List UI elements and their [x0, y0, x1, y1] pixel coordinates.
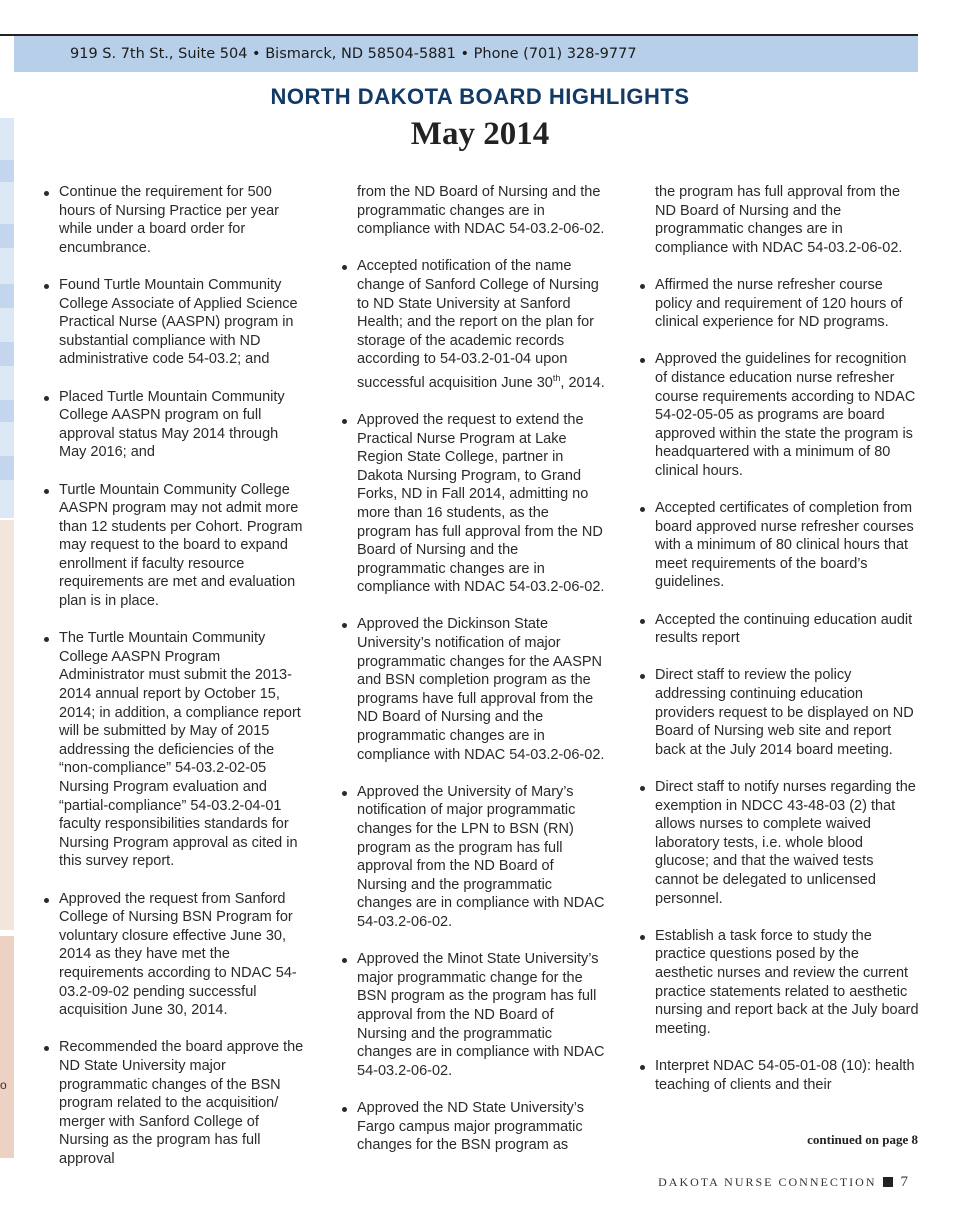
side-strip-block — [0, 456, 14, 480]
edge-glyph: o — [0, 1078, 7, 1092]
list-item — [338, 257, 606, 392]
list-item: Direct staff to review the policy addressing continuing education providers request to be displayed on ND Board of Nursing web site and report back at the July 2014 board meeting. — [636, 666, 920, 759]
list-item: Continue the requirement for 500 hours of Nursing Practice per year while under a board order for encumbrance. — [40, 183, 308, 257]
publication-name: DAKOTA NURSE CONNECTION — [658, 1175, 877, 1189]
list-item: Approved the Dickinson State University’s notification of major programmatic changes for the AASPN and BSN completion program as the programs have full approval from the ND Board of Nursing and the programmatic changes are in compliance with NDAC 54-03.2-06-02. — [338, 615, 606, 764]
side-strip-peach — [0, 520, 14, 930]
highlights-list-2 — [338, 257, 606, 1154]
continued-note: continued on page 8 — [807, 1132, 918, 1147]
superscript: th — [552, 372, 561, 383]
side-strip-block — [0, 284, 14, 308]
list-item: Recommended the board approve the ND State University major programmatic changes of the BSN program related to the acquisition/ merger with Sanford College of Nursing as the program has full approval — [40, 1038, 308, 1168]
list-item: Approved the guidelines for recognition of distance education nurse refresher course requirements according to NDAC 54-02-05-05 as programs are board approved within the state the program is headquartered with a minimum of 80 clinical hours. — [636, 350, 920, 480]
continued-text: from the ND Board of Nursing and the programmatic changes are in compliance with NDAC 54-03.2-06-02. — [357, 184, 605, 238]
list-item: Accepted certificates of completion from board approved nurse refresher courses with a minimum of 80 clinical hours that meet requirements of the board’s guidelines. — [636, 499, 920, 592]
list-item: Approved the Minot State University’s major programmatic change for the BSN program as the program has full approval from the ND Board of Nursing and the programmatic changes are in compliance with NDAC 54-03.2-06-02. — [338, 950, 606, 1080]
page-footer — [658, 1174, 908, 1191]
list-item: Direct staff to notify nurses regarding the exemption in NDCC 43-48-03 (2) that allows nurses to complete waived laboratory tests, i.e. whole blood glucose; and that the waived tests cannot be delegated to unlicensed personnel. — [636, 778, 920, 908]
square-icon — [883, 1177, 893, 1187]
column-1 — [40, 183, 308, 1187]
side-strip-block — [0, 342, 14, 366]
list-item-text: Accepted notification of the name change of Sanford College of Nursing to ND State University at Sanford Health; and the report on the plan for storage of the academic records according to 54-03.2-01-04 upon successful acquisition June 30 — [357, 258, 599, 391]
list-item: Approved the request from Sanford College of Nursing BSN Program for voluntary closure effective June 30, 2014 as they have met the requirements according to NDAC 54-03.2-09-02 pending successful acquisition June 30, 2014. — [40, 890, 308, 1020]
list-item: Accepted the continuing education audit results report — [636, 611, 920, 648]
list-item: Affirmed the nurse refresher course policy and requirement of 120 hours of clinical experience for ND programs. — [636, 276, 920, 332]
side-strip-block — [0, 160, 14, 182]
side-strip-rose — [0, 936, 14, 1158]
highlights-list-3 — [636, 276, 920, 1094]
page-title: NORTH DAKOTA BOARD HIGHLIGHTS — [270, 84, 690, 109]
column-2 — [338, 183, 606, 1173]
continued-text: the program has full approval from the ND Board of Nursing and the programmatic changes are in compliance with NDAC 54-03.2-06-02. — [655, 184, 903, 256]
list-item: Turtle Mountain Community College AASPN program may not admit more than 12 students per Cohort. Program may request to the board to expand enrollment if faculty resource requirements are met and evaluation plan is in place. — [40, 481, 308, 611]
page-date: May 2014 — [410, 116, 550, 152]
list-item: Placed Turtle Mountain Community College AASPN program on full approval status May 2014 through May 2016; and — [40, 388, 308, 462]
side-strip-block — [0, 224, 14, 248]
list-item: Interpret NDAC 54-05-01-08 (10): health teaching of clients and their — [636, 1057, 920, 1094]
address-band: 919 S. 7th St., Suite 504 • Bismarck, ND 58504-5881 • Phone (701) 328-9777 — [14, 36, 918, 72]
list-item: The Turtle Mountain Community College AASPN Program Administrator must submit the 2013-2014 annual report by October 15, 2014; in addition, a compliance report will be submitted by May of 2015 addressing the deficiencies of the “non-compliance” 54-03.2-02-05 Nursing Program evaluation and “partial-compliance” 54-03.2-04-01 faculty responsibilities standards for Nursing Program approval as cited in this survey report. — [40, 629, 308, 871]
list-item: Approved the University of Mary’s notification of major programmatic changes for the LPN to BSN (RN) program as the program has full approval from the ND Board of Nursing and the programmatic changes are in compliance with NDAC 54-03.2-06-02. — [338, 783, 606, 932]
list-item: Found Turtle Mountain Community College Associate of Applied Science Practical Nurse (AASPN) program in substantial compliance with ND administrative code 54-03.2; and — [40, 276, 308, 369]
list-item: Approved the ND State University’s Fargo campus major programmatic changes for the BSN program as — [338, 1099, 606, 1155]
list-item: Establish a task force to study the practice questions posed by the aesthetic nurses and review the current practice statements related to aesthetic nursing and report back at the July board meeting. — [636, 927, 920, 1039]
highlights-list-1 — [40, 183, 308, 1168]
side-strip-block — [0, 400, 14, 422]
list-item: Approved the request to extend the Practical Nurse Program at Lake Region State College, partner in Dakota Nursing Program, to Grand Forks, ND in Fall 2014, admitting no more than 16 students, as the program has full approval from the ND Board of Nursing and the programmatic changes are in compliance with NDAC 54-03.2-06-02. — [338, 411, 606, 597]
list-item-text-tail: , 2014. — [560, 374, 605, 391]
page-number: 7 — [900, 1174, 908, 1190]
column-3 — [636, 183, 920, 1113]
